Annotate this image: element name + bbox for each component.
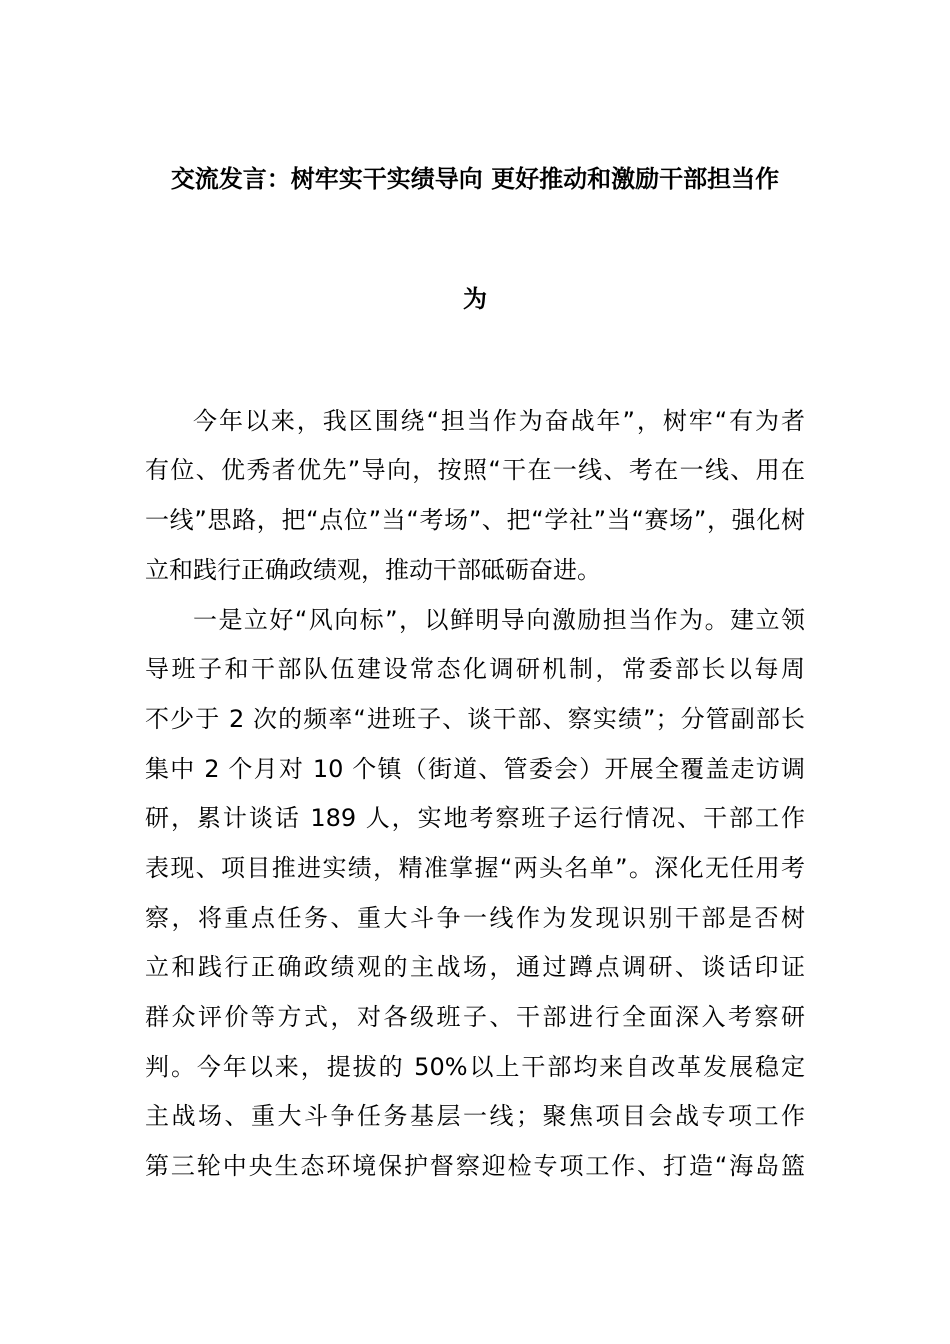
document-title-line-1: 交流发言：树牢实干实绩导向 更好推动和激励干部担当作 [170,165,780,193]
paragraph-2-line-10: 判。今年以来，提拔的 50%以上干部均来自改革发展稳定 [145,1053,805,1081]
paragraph-2-line-1: 一是立好“风向标”，以鲜明导向激励担当作为。建立领 [193,606,805,634]
document-title-line-2: 为 [463,285,487,313]
paragraph-2-line-12: 第三轮中央生态环境保护督察迎检专项工作、打造“海岛篮 [145,1152,805,1180]
paragraph-2-line-5: 研，累计谈话 189 人，实地考察班子运行情况、干部工作 [145,804,805,832]
paragraph-1-line-2: 有位、优秀者优先”导向，按照“干在一线、考在一线、用在 [145,456,805,484]
paragraph-1-line-4: 立和践行正确政绩观，推动干部砥砺奋进。 [145,556,601,584]
paragraph-2-line-8: 立和践行正确政绩观的主战场，通过蹲点调研、谈话印证 [145,953,805,981]
paragraph-2-line-7: 察，将重点任务、重大斗争一线作为发现识别干部是否树 [145,904,805,932]
paragraph-2-line-2: 导班子和干部队伍建设常态化调研机制，常委部长以每周 [145,655,805,683]
paragraph-2-line-6: 表现、项目推进实绩，精准掌握“两头名单”。深化无任用考 [145,854,805,882]
paragraph-2-line-3: 不少于 2 次的频率“进班子、谈干部、察实绩”；分管副部长 [145,705,805,733]
paragraph-2-line-11: 主战场、重大斗争任务基层一线；聚焦项目会战专项工作 [145,1102,805,1130]
paragraph-1-line-3: 一线”思路，把“点位”当“考场”、把“学社”当“赛场”，强化树 [145,506,805,534]
paragraph-2-line-4: 集中 2 个月对 10 个镇（街道、管委会）开展全覆盖走访调 [145,755,805,783]
paragraph-2-line-9: 群众评价等方式，对各级班子、干部进行全面深入考察研 [145,1003,805,1031]
paragraph-1-line-1: 今年以来，我区围绕“担当作为奋战年”，树牢“有为者 [193,407,805,435]
